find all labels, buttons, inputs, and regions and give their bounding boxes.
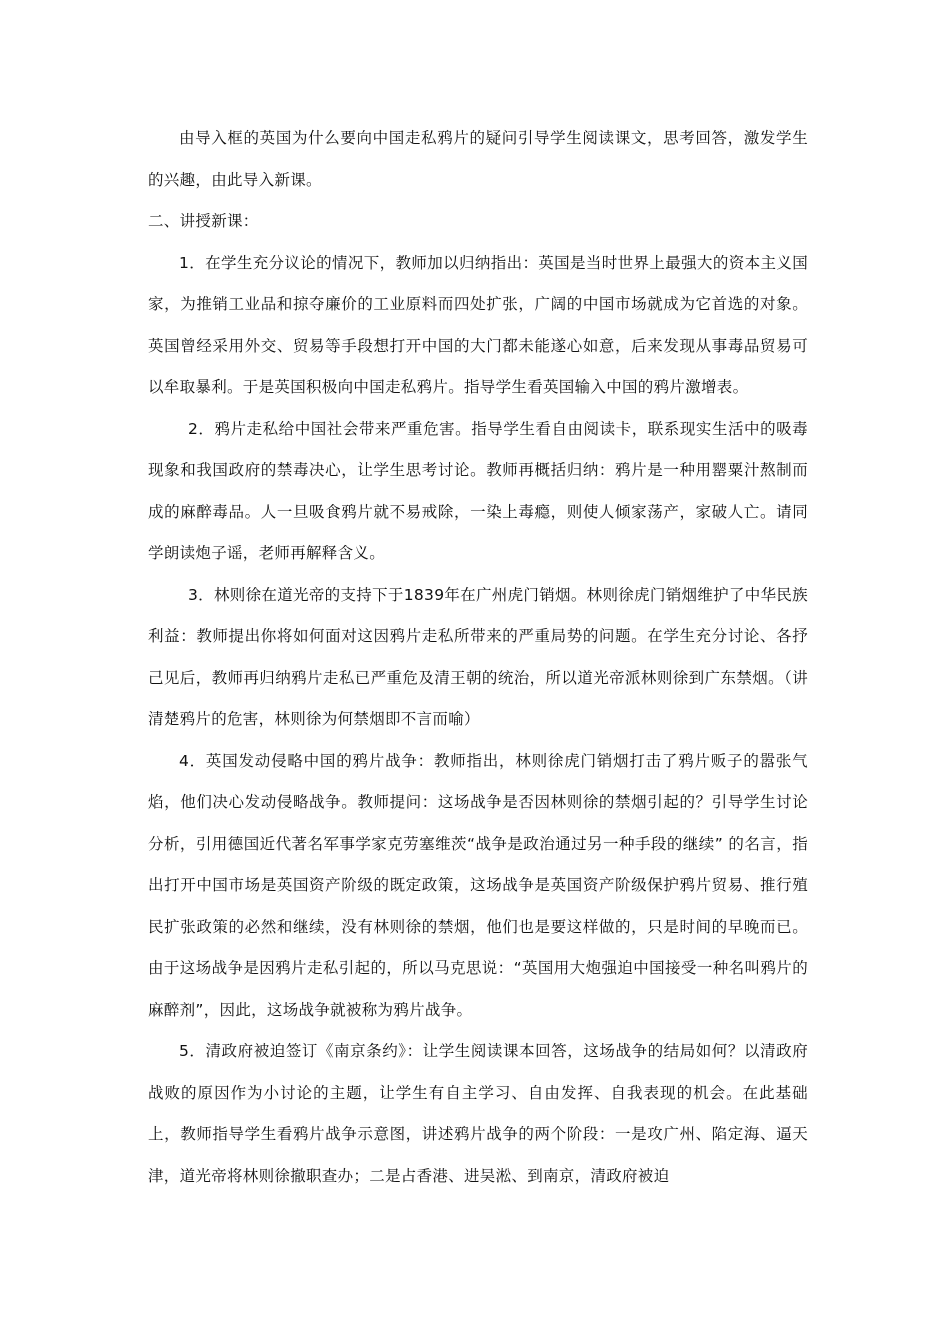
document-body	[148, 118, 808, 1197]
point-2-paragraph: 2．鸦片走私给中国社会带来严重危害。指导学生看自由阅读卡，联系现实生活中的吸毒现象和我国政府的禁毒决心，让学生思考讨论。教师再概括归纳：鸦片是一种用罂粟汁熬制而成的麻醉毒品。人一旦吸食鸦片就不易戒除，一染上毒瘾，则使人倾家荡产，家破人亡。请同学朗读炮子谣，老师再解释含义。	[148, 419, 808, 562]
point-3-paragraph: 3．林则徐在道光帝的支持下于1839年在广州虎门销烟。林则徐虎门销烟维护了中华民族利益：教师提出你将如何面对这因鸦片走私所带来的严重局势的问题。在学生充分讨论、各抒己见后，教师再归纳鸦片走私已严重危及清王朝的统治，所以道光帝派林则徐到广东禁烟。（讲清楚鸦片的危害，林则徐为何禁烟即不言而喻）	[148, 585, 808, 728]
point-5-paragraph: 5．清政府被迫签订《南京条约》：让学生阅读课本回答，这场战争的结局如何？以清政府战败的原因作为小讨论的主题，让学生有自主学习、自由发挥、自我表现的机会。在此基础上，教师指导学生看鸦片战争示意图，讲述鸦片战争的两个阶段：一是攻广州、陷定海、逼天津，道光帝将林则徐撤职查办；二是占香港、进吴淞、到南京，清政府被迫	[148, 1042, 808, 1185]
section-heading: 二、讲授新课：	[148, 212, 259, 230]
intro-paragraph: 由导入框的英国为什么要向中国走私鸦片的疑问引导学生阅读课文，思考回答，激发学生的兴趣，由此导入新课。	[148, 129, 808, 189]
point-4-paragraph: 4．英国发动侵略中国的鸦片战争：教师指出，林则徐虎门销烟打击了鸦片贩子的嚣张气焰，他们决心发动侵略战争。教师提问：这场战争是否因林则徐的禁烟引起的？引导学生讨论分析，引用德国近代著名军事学家克劳塞维茨“战争是政治通过另一种手段的继续” 的名言，指出打开中国市场是英国资产阶级的既定政策，这场战争是英国资产阶级保护鸦片贸易、推行殖民扩张政策的必然和继续，没有林则徐的禁烟，他们也是要这样做的，只是时间的早晚而已。由于这场战争是因鸦片走私引起的，所以马克思说：“英国用大炮强迫中国接受一种名叫鸦片的麻醉剂”，因此，这场战争就被称为鸦片战争。	[148, 751, 808, 1019]
point-1-paragraph: 1．在学生充分议论的情况下，教师加以归纳指出：英国是当时世界上最强大的资本主义国家，为推销工业品和掠夺廉价的工业原料而四处扩张，广阔的中国市场就成为它首选的对象。英国曾经采用外交、贸易等手段想打开中国的大门都未能遂心如意，后来发现从事毒品贸易可以牟取暴利。于是英国积极向中国走私鸦片。指导学生看英国输入中国的鸦片激增表。	[148, 253, 808, 396]
